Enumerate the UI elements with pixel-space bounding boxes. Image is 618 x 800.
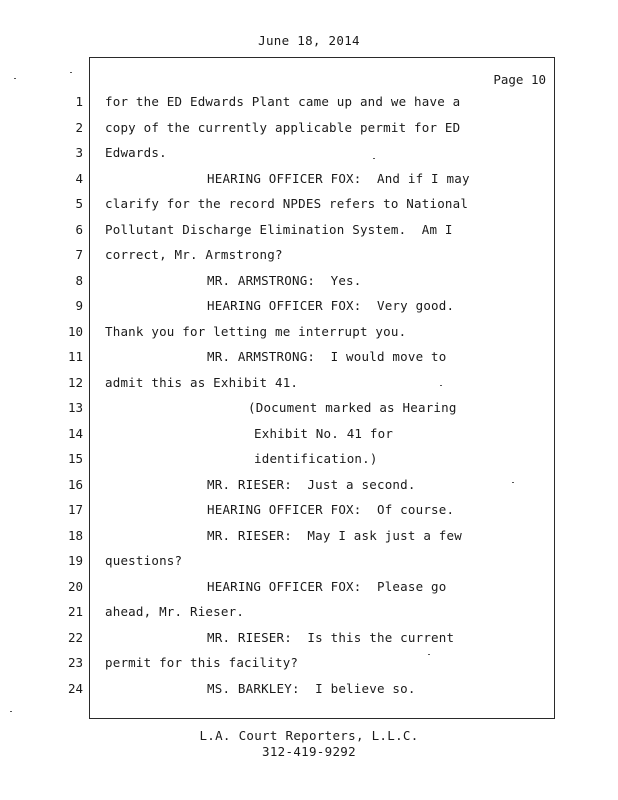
line-number: 12 [67,374,83,390]
transcript-line: ahead, Mr. Rieser. [105,604,245,619]
scan-speck [373,158,375,159]
footer-company: L.A. Court Reporters, L.L.C. [199,728,419,743]
scan-speck [10,711,12,712]
transcript-line: MR. RIESER: May I ask just a few [207,527,462,543]
line-number: 15 [67,451,83,466]
scan-speck [428,654,430,655]
line-number: 23 [67,655,83,670]
transcript-line: HEARING OFFICER FOX: Very good. [207,298,455,313]
line-number: 18 [67,527,83,543]
line-number: 3 [75,145,83,160]
line-number: 21 [67,604,83,619]
line-number: 7 [75,247,83,262]
transcript-line: MR. RIESER: Just a second. [207,476,416,492]
line-number: 10 [67,323,83,339]
transcript-line: HEARING OFFICER FOX: Please go [207,578,447,594]
transcript-line: Edwards. [105,145,167,160]
transcript-date: June 18, 2014 [258,33,360,48]
transcript-line: Pollutant Discharge Elimination System. Am I [105,221,453,237]
transcript-line: HEARING OFFICER FOX: Of course. [207,502,455,517]
transcript-line: HEARING OFFICER FOX: And if I may [207,170,470,186]
line-number: 6 [75,221,83,237]
transcript-line: (Document marked as Hearing [248,400,457,415]
line-number: 13 [67,400,83,415]
transcript-line: permit for this facility? [105,655,299,670]
transcript-line: for the ED Edwards Plant came up and we have a [105,94,461,109]
line-number: 16 [67,476,83,492]
transcript-line: MR. ARMSTRONG: Yes. [207,272,362,288]
line-number: 2 [75,119,83,135]
transcript-line: Thank you for letting me interrupt you. [105,323,407,339]
transcript-line: copy of the currently applicable permit for ED [105,119,461,135]
transcript-line: questions? [105,553,183,568]
scan-speck [70,72,72,73]
line-number: 24 [67,680,83,696]
line-number: 11 [67,349,83,364]
transcript-line: clarify for the record NPDES refers to National [105,196,469,211]
scan-speck [512,482,514,483]
line-number: 19 [67,553,83,568]
line-number: 5 [75,196,83,211]
transcript-line: MS. BARKLEY: I believe so. [207,680,416,696]
line-number: 14 [67,425,83,441]
line-number: 20 [67,578,83,594]
line-number: 22 [67,629,83,645]
page-number-label: Page 10 [493,72,546,87]
line-number: 4 [75,170,83,186]
transcript-line: MR. ARMSTRONG: I would move to [207,349,447,364]
transcript-line: correct, Mr. Armstrong? [105,247,283,262]
line-number: 9 [75,298,83,313]
scan-speck [14,78,16,79]
scan-speck [440,385,442,386]
line-number: 8 [75,272,83,288]
transcript-line: admit this as Exhibit 41. [105,374,299,390]
transcript-line: identification.) [254,451,378,466]
footer-phone: 312-419-9292 [262,744,356,759]
line-number: 1 [75,94,83,109]
transcript-line: MR. RIESER: Is this the current [207,629,455,645]
line-number: 17 [67,502,83,517]
transcript-line: Exhibit No. 41 for [254,425,394,441]
